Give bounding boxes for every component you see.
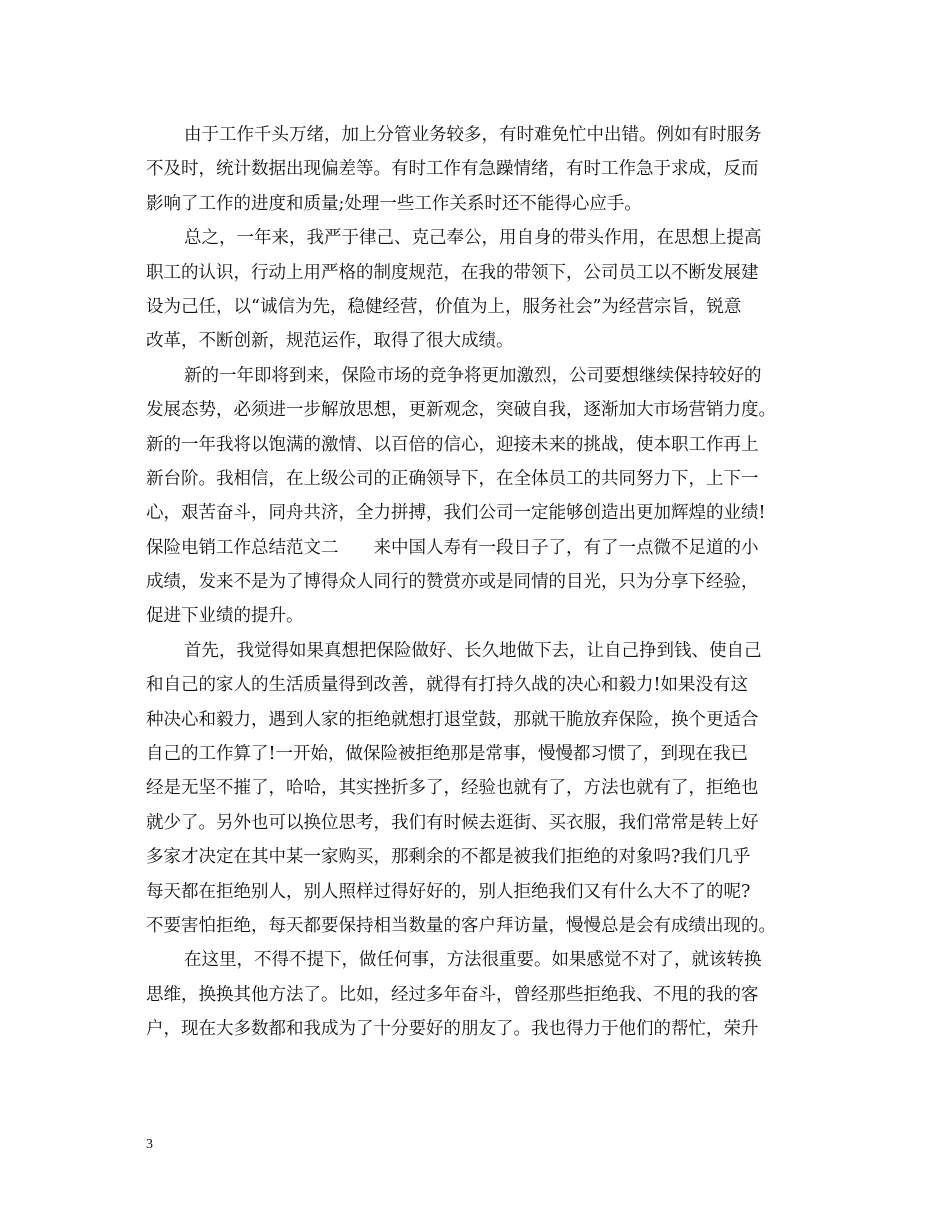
text-line: 发展态势，必须进一步解放思想，更新观念，突破自我，逐渐加大市场营销力度。 [146, 400, 776, 421]
text-line: 改革，不断创新，规范运作，取得了很大成绩。 [146, 331, 514, 352]
text-line: 总之，一年来，我严于律己、克己奉公，用自身的带头作用，在思想上提高 [184, 228, 762, 249]
text-line: 影响了工作的进度和质量;处理一些工作关系时还不能得心应手。 [146, 193, 642, 214]
text-line: 就少了。另外也可以换位思考，我们有时候去逛街、买衣服，我们常常是转上好 [146, 812, 759, 833]
text-line: 不及时，统计数据出现偏差等。有时工作有急躁情绪，有时工作急于求成，反而 [146, 159, 759, 180]
text-line: 由于工作千头万绪，加上分管业务较多，有时难免忙中出错。例如有时服务 [184, 125, 762, 145]
text-line: 经是无坚不摧了，哈哈，其实挫折多了，经验也就有了，方法也就有了，拒绝也 [146, 778, 759, 799]
text-line: 设为己任，以“诚信为先，稳健经营，价值为上，服务社会”为经营宗旨，锐意 [146, 296, 742, 317]
text-line: 在这里，不得不提下，做任何事，方法很重要。如果感觉不对了，就该转换 [184, 950, 762, 971]
text-line: 首先，我觉得如果真想把保险做好、长久地做下去，让自己挣到钱、使自己 [184, 640, 762, 661]
text-line: 不要害怕拒绝，每天都要保持相当数量的客户拜访量，慢慢总是会有成绩出现的。 [146, 915, 776, 936]
page-number: 3 [146, 1137, 153, 1152]
text-line: 成绩，发来不是为了博得众人同行的赞赏亦或是同情的目光，只为分享下经验， [146, 572, 759, 593]
text-line: 新的一年我将以饱满的激情、以百倍的信心，迎接未来的挑战，使本职工作再上 [146, 434, 759, 455]
text-line: 和自己的家人的生活质量得到改善，就得有打持久战的决心和毅力!如果没有这 [146, 675, 749, 696]
text-line: 心，艰苦奋斗，同舟共济，全力拼搏，我们公司一定能够创造出更加辉煌的业绩! [146, 503, 766, 524]
text-line: 种决心和毅力，遇到人家的拒绝就想打退堂鼓，那就干脆放弃保险，换个更适合 [146, 709, 759, 730]
body-text [146, 118, 816, 1047]
text-line: 每天都在拒绝别人，别人照样过得好好的，别人拒绝我们又有什么大不了的呢? [146, 881, 751, 902]
text-line: 职工的认识，行动上用严格的制度规范，在我的带领下，公司员工以不断发展建 [146, 262, 759, 283]
text-line: 新台阶。我相信，在上级公司的正确领导下，在全体员工的共同努力下，上下一 [146, 468, 759, 489]
text-line: 多家才决定在其中某一家购买，那剩余的不都是被我们拒绝的对象吗?我们几乎 [146, 847, 751, 868]
text-line: 思维，换换其他方法了。比如，经过多年奋斗，曾经那些拒绝我、不甩的我的客 [146, 984, 759, 1005]
text-line: 新的一年即将到来，保险市场的竞争将更加激烈，公司要想继续保持较好的 [184, 365, 762, 386]
text-line: 户，现在大多数都和我成为了十分要好的朋友了。我也得力于他们的帮忙，荣升 [146, 1019, 759, 1040]
text-line: 促进下业绩的提升。 [146, 606, 304, 627]
text-line: 保险电销工作总结范文二 来中国人寿有一段日子了，有了一点微不足道的小 [146, 537, 759, 558]
text-line: 自己的工作算了!一开始，做保险被拒绝那是常事，慢慢都习惯了，到现在我已 [146, 744, 749, 765]
